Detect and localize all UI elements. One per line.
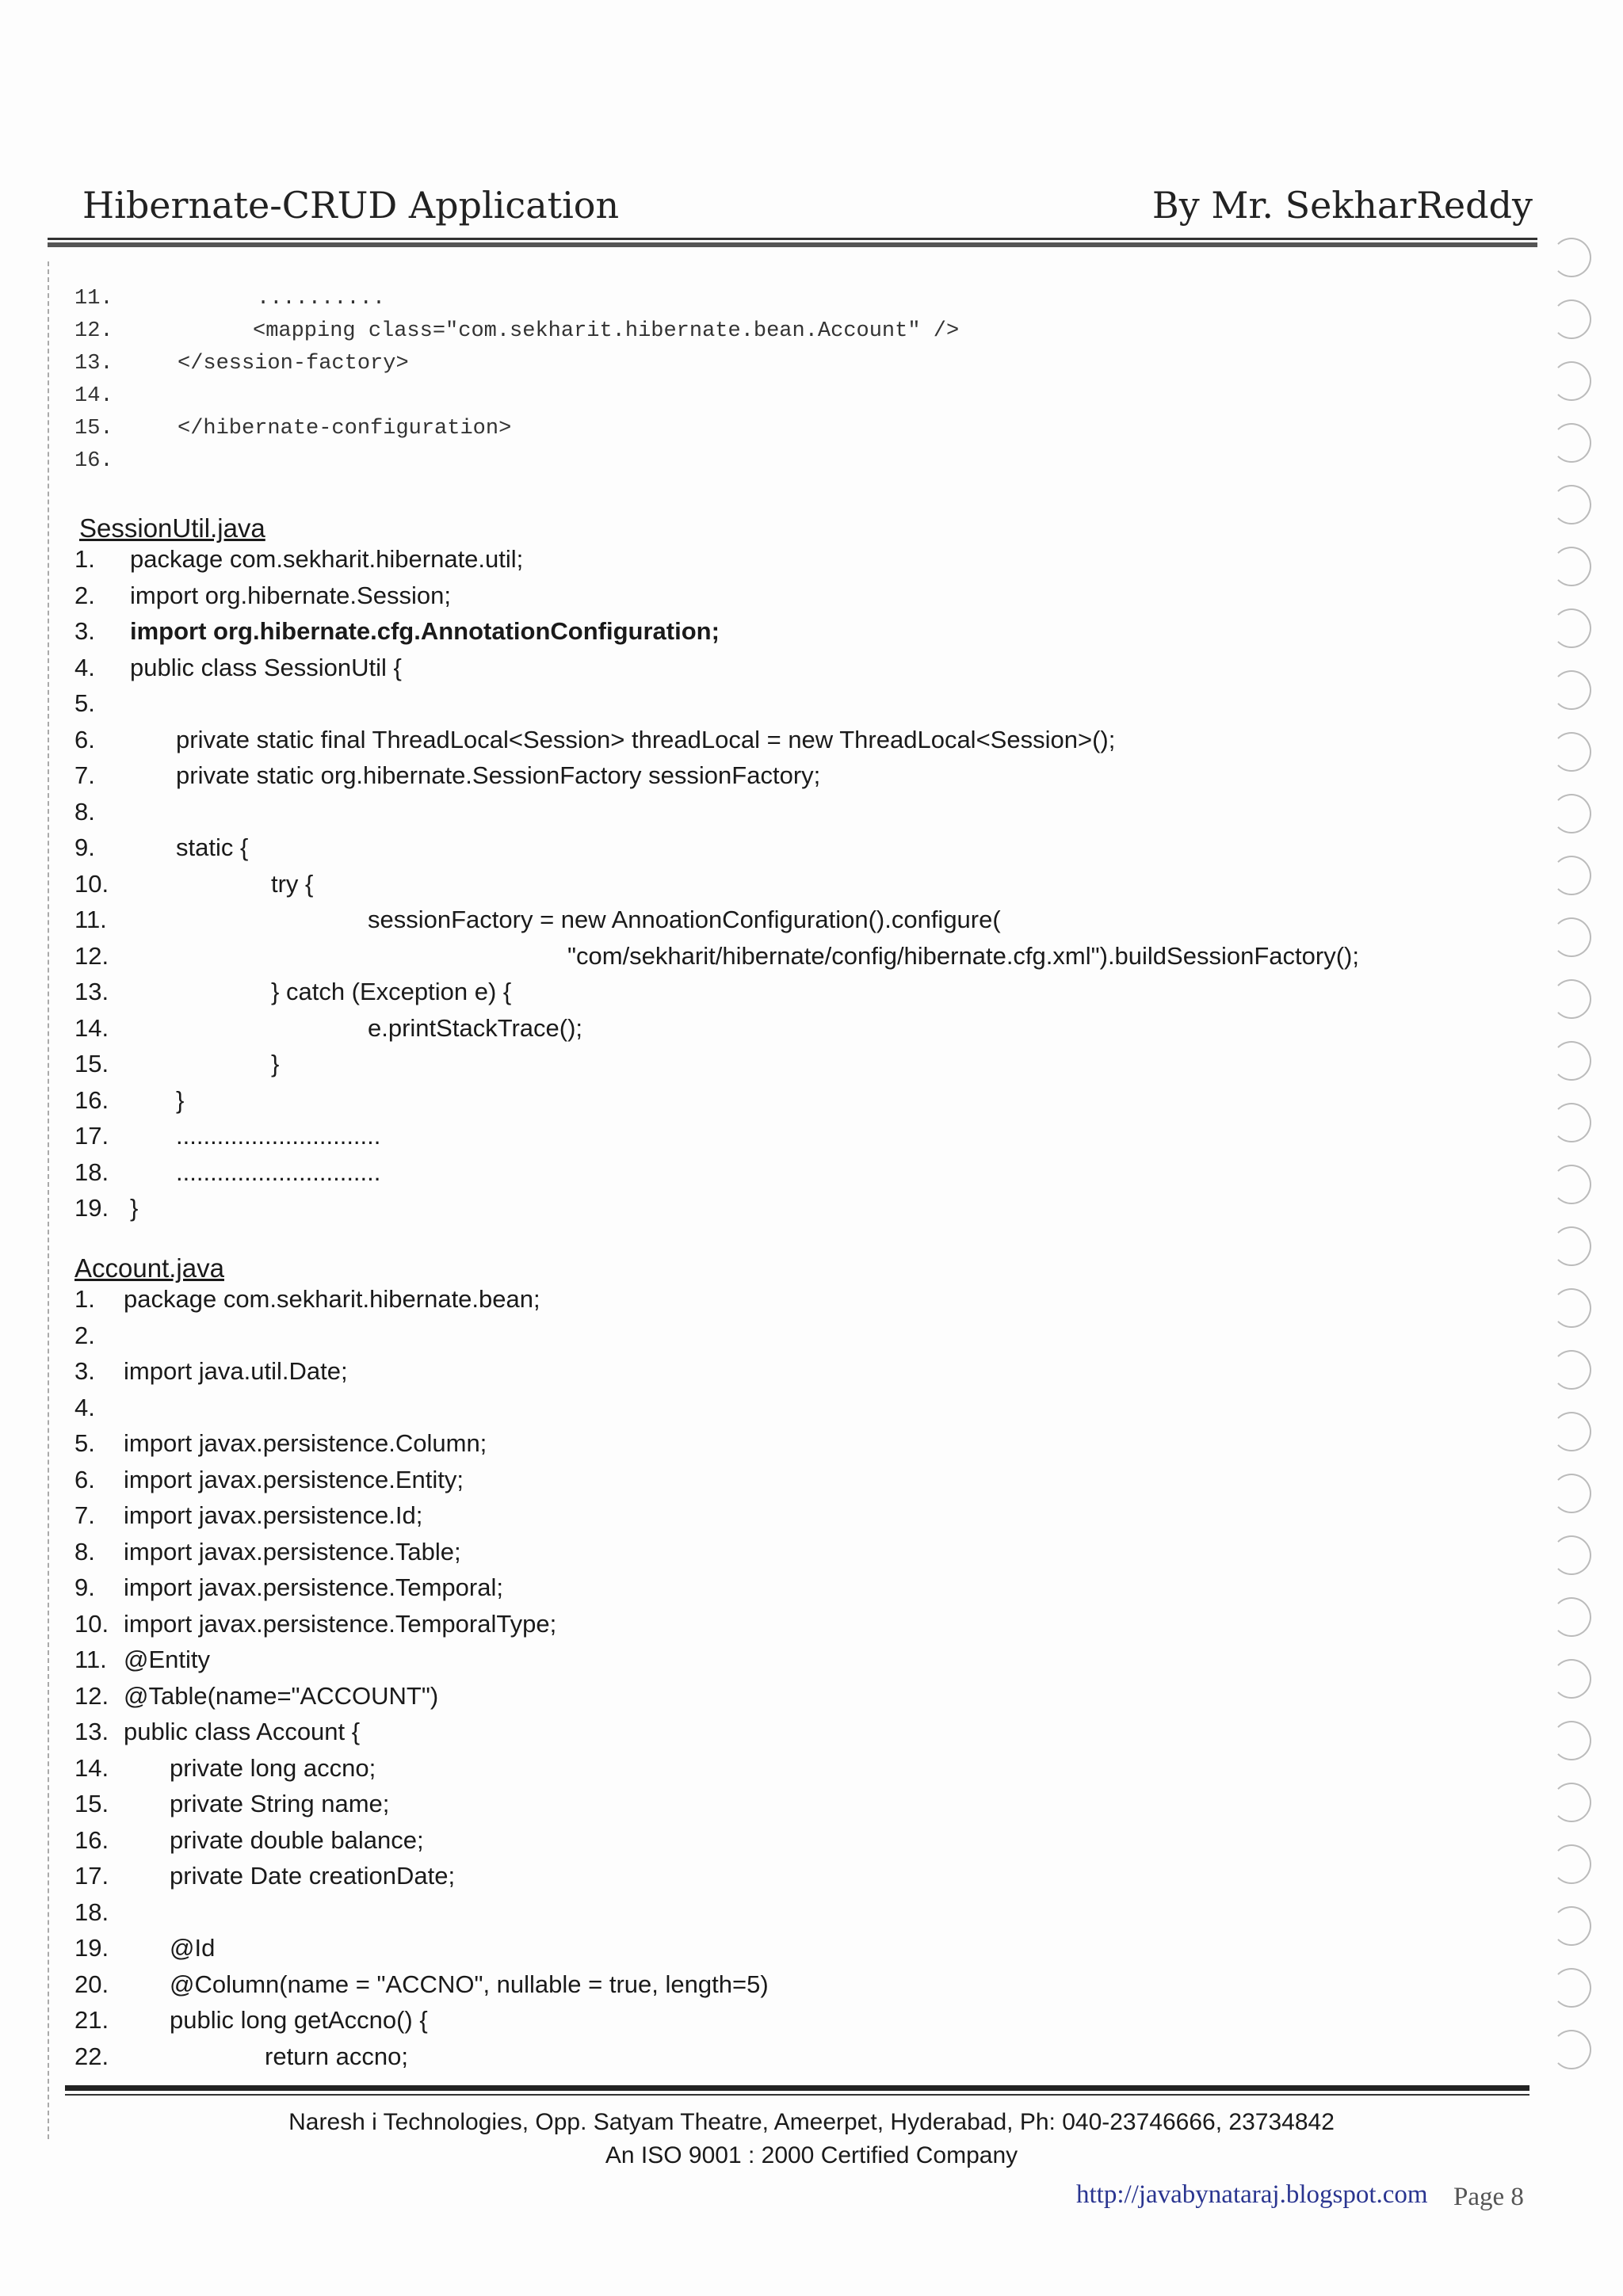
line-number: 11. xyxy=(74,906,107,933)
section-title-sessionutil: SessionUtil.java xyxy=(79,513,265,543)
section-title-account: Account.java xyxy=(74,1253,224,1283)
line-number: 10. xyxy=(74,869,109,898)
code-text: import javax.persistence.Column; xyxy=(124,1429,487,1457)
code-text: private String name; xyxy=(170,1790,390,1817)
binder-ring xyxy=(1552,1165,1591,1204)
line-number: 19. xyxy=(74,1934,109,1962)
code-text: import javax.persistence.Id; xyxy=(124,1501,423,1529)
code-text: e.printStackTrace(); xyxy=(368,1013,583,1042)
code-text: @Id xyxy=(170,1934,216,1962)
binder-ring xyxy=(1552,238,1591,277)
binder-ring xyxy=(1552,299,1591,339)
header-rule xyxy=(48,238,1537,240)
line-number: 4. xyxy=(74,1393,95,1421)
code-text: static { xyxy=(176,833,249,861)
code-text: package com.sekharit.hibernate.util; xyxy=(130,545,524,573)
code-text: import javax.persistence.TemporalType; xyxy=(124,1609,557,1638)
header-rule-thick xyxy=(48,242,1537,247)
binder-ring xyxy=(1552,361,1591,401)
line-number: 9. xyxy=(74,1573,95,1601)
binder-ring xyxy=(1552,917,1591,957)
code-text: @Column(name = "ACCNO", nullable = true, length=5) xyxy=(170,1970,769,1998)
line-number: 2. xyxy=(74,581,95,609)
binder-ring xyxy=(1552,1474,1591,1513)
line-number: 2. xyxy=(74,1321,95,1349)
line-number: 4. xyxy=(74,653,95,681)
line-number: 12. xyxy=(74,1681,109,1710)
line-number: 13. xyxy=(74,352,113,376)
code-text: } catch (Exception e) { xyxy=(271,978,512,1005)
page-number: Page 8 xyxy=(1453,2183,1524,2211)
line-number: 14. xyxy=(74,1753,109,1782)
line-number: 7. xyxy=(74,761,95,789)
code-text: @Entity xyxy=(124,1646,210,1673)
binder-ring xyxy=(1552,1968,1591,2008)
line-number: 11. xyxy=(74,1646,107,1673)
footer-address: Naresh i Technologies, Opp. Satyam Theatre, Ameerpet, Hyderabad, Ph: 040-23746666, 23734842 xyxy=(288,2109,1335,2135)
line-number: 18. xyxy=(74,1897,109,1926)
line-number: 5. xyxy=(74,689,95,717)
blog-url[interactable]: http://javabynataraj.blogspot.com xyxy=(1076,2180,1428,2209)
code-text: private static org.hibernate.SessionFactory sessionFactory; xyxy=(176,761,821,789)
binder-ring xyxy=(1552,1597,1591,1637)
line-number: 18. xyxy=(74,1158,109,1186)
code-text: } xyxy=(130,1194,139,1222)
line-number: 1. xyxy=(74,1285,95,1313)
binder-ring xyxy=(1552,670,1591,710)
line-number: 3. xyxy=(74,617,95,645)
line-number: 15. xyxy=(74,417,113,441)
line-number: 17. xyxy=(74,1862,109,1890)
line-number: 10. xyxy=(74,1609,109,1638)
code-text: .......... xyxy=(257,287,386,311)
code-text: import org.hibernate.Session; xyxy=(130,581,451,609)
code-text: @Table(name="ACCOUNT") xyxy=(124,1681,439,1710)
line-number: 5. xyxy=(74,1429,95,1457)
line-number: 20. xyxy=(74,1970,109,1998)
binder-ring xyxy=(1552,1783,1591,1822)
footer-rule-thin xyxy=(65,2094,1529,2096)
code-text: } xyxy=(176,1085,185,1114)
code-text: public long getAccno() { xyxy=(170,2006,428,2034)
binder-ring xyxy=(1552,485,1591,524)
line-number: 11. xyxy=(74,287,113,311)
binder-ring xyxy=(1552,1103,1591,1142)
line-number: 22. xyxy=(74,2042,109,2070)
line-number: 1. xyxy=(74,545,95,573)
footer-certification: An ISO 9001 : 2000 Certified Company xyxy=(605,2142,1018,2168)
code-text: try { xyxy=(271,869,314,898)
code-text: import java.util.Date; xyxy=(124,1357,348,1385)
line-number: 21. xyxy=(74,2006,109,2034)
page-header xyxy=(82,184,1533,230)
binder-ring xyxy=(1552,423,1591,463)
line-number: 15. xyxy=(74,1790,109,1817)
binder-ring xyxy=(1552,1535,1591,1575)
line-number: 13. xyxy=(74,978,109,1005)
document-title: Hibernate-CRUD Application xyxy=(82,184,620,227)
line-number: 6. xyxy=(74,1465,95,1493)
line-number: 14. xyxy=(74,1013,109,1042)
line-number: 6. xyxy=(74,725,95,753)
line-number: 7. xyxy=(74,1501,95,1529)
binder-ring xyxy=(1552,794,1591,833)
code-text: import org.hibernate.cfg.AnnotationConfiguration; xyxy=(130,617,720,645)
line-number: 12. xyxy=(74,941,109,970)
code-text: private double balance; xyxy=(170,1825,424,1854)
code-text: .............................. xyxy=(176,1122,381,1150)
line-number: 9. xyxy=(74,833,95,861)
code-text: import javax.persistence.Table; xyxy=(124,1537,461,1566)
line-number: 15. xyxy=(74,1050,109,1077)
line-number: 19. xyxy=(74,1194,109,1222)
code-text: <mapping class="com.sekharit.hibernate.bean.Account" /> xyxy=(253,319,960,343)
line-number: 14. xyxy=(74,384,113,408)
binder-ring xyxy=(1552,1412,1591,1451)
code-text: public class Account { xyxy=(124,1718,361,1745)
binder-ring xyxy=(1552,1906,1591,1946)
binder-ring xyxy=(1552,1288,1591,1328)
code-text: package com.sekharit.hibernate.bean; xyxy=(124,1285,540,1313)
code-text: private Date creationDate; xyxy=(170,1862,456,1890)
author-name: By Mr. SekharReddy xyxy=(1151,184,1533,227)
code-text: import javax.persistence.Entity; xyxy=(124,1465,464,1493)
binder-ring xyxy=(1552,1659,1591,1699)
code-text: </session-factory> xyxy=(178,352,409,376)
code-text: return accno; xyxy=(265,2042,408,2070)
binder-ring xyxy=(1552,856,1591,895)
binder-ring xyxy=(1552,1226,1591,1266)
line-number: 16. xyxy=(74,449,113,473)
code-text: } xyxy=(271,1050,280,1077)
line-number: 12. xyxy=(74,319,113,343)
code-text: sessionFactory = new AnnoationConfiguration().configure( xyxy=(368,906,1001,933)
binder-ring xyxy=(1552,2030,1591,2069)
code-text: private long accno; xyxy=(170,1753,376,1782)
code-text: "com/sekharit/hibernate/config/hibernate.cfg.xml").buildSessionFactory(); xyxy=(567,941,1359,970)
binder-ring xyxy=(1552,1350,1591,1390)
binder-ring xyxy=(1552,979,1591,1019)
line-number: 16. xyxy=(74,1085,109,1114)
line-number: 3. xyxy=(74,1357,95,1385)
line-number: 8. xyxy=(74,1537,95,1566)
line-number: 13. xyxy=(74,1718,109,1745)
binder-margin-line xyxy=(48,261,49,2139)
code-text: private static final ThreadLocal<Session> threadLocal = new ThreadLocal<Session>(); xyxy=(176,725,1116,753)
line-number: 8. xyxy=(74,797,95,826)
line-number: 16. xyxy=(74,1825,109,1854)
footer-rule xyxy=(65,2085,1529,2091)
binder-ring xyxy=(1552,1844,1591,1884)
code-text: public class SessionUtil { xyxy=(130,653,402,681)
binder-ring xyxy=(1552,1721,1591,1760)
binder-ring xyxy=(1552,608,1591,648)
code-text: import javax.persistence.Temporal; xyxy=(124,1573,503,1601)
binder-ring xyxy=(1552,732,1591,772)
line-number: 17. xyxy=(74,1122,109,1150)
binder-ring xyxy=(1552,547,1591,586)
code-text: </hibernate-configuration> xyxy=(178,417,512,441)
binder-ring xyxy=(1552,1041,1591,1081)
code-text: .............................. xyxy=(176,1158,381,1186)
